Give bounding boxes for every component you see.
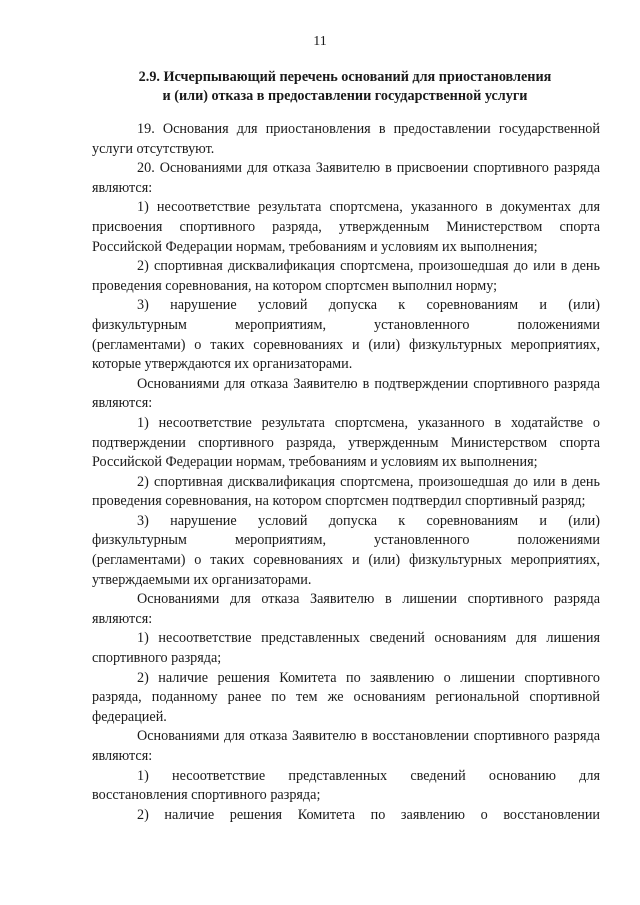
text-line: физкультурным мероприятиям, установленного положениями xyxy=(92,316,600,333)
paragraph-assign-reason-2: 2) спортивная дисквалификация спортсмена, произошедшая до или в день проведения соревнования, на котором спортсмен выполнил норму; xyxy=(92,258,600,294)
document-body xyxy=(92,120,600,825)
paragraph-restore-reason-1: 1) несоответствие представленных сведений основанию для восстановления спортивного разряда; xyxy=(92,767,600,804)
paragraph-confirm-reason-2: 2) спортивная дисквалификация спортсмена, произошедшая до или в день проведения соревнования, на котором спортсмен подтвердил спортивный разряд; xyxy=(92,473,600,510)
text-line: которые утверждаются их организаторами. xyxy=(92,356,353,373)
paragraph-confirm-reason-1: 1) несоответствие результата спортсмена, указанного в ходатайстве о подтверждении спортивного разряда, утвержденным Министерством спорта Российской Федерации нормам, требованиям и условиям их выполнения; xyxy=(92,414,600,471)
paragraph-revoke-intro: Основаниями для отказа Заявителю в лишении спортивного разряда являются: xyxy=(92,591,600,627)
paragraph-confirm-intro: Основаниями для отказа Заявителю в подтверждении спортивного разряда являются: xyxy=(92,375,600,412)
section-heading xyxy=(90,68,600,106)
paragraph-restore-reason-2: 2) наличие решения Комитета по заявлению о восстановлении xyxy=(137,806,600,823)
paragraph-restore-intro: Основаниями для отказа Заявителю в восстановлении спортивного разряда являются: xyxy=(92,728,600,764)
text-line: утверждаемыми их организаторами. xyxy=(92,571,312,588)
text-line: (регламентами) о таких соревнованиях и (или) физкультурных мероприятиях, xyxy=(92,336,600,353)
paragraph-19: 19. Основания для приостановления в предоставлении государственной услуги отсутствуют. xyxy=(92,121,600,157)
paragraph-revoke-reason-2: 2) наличие решения Комитета по заявлению о лишении спортивного разряда, поданному ранее по тем же основаниям региональной спортивной федерацией. xyxy=(92,669,600,725)
paragraph-20: 20. Основаниями для отказа Заявителю в присвоении спортивного разряда являются: xyxy=(92,160,600,196)
text-line: 3) нарушение условий допуска к соревнованиям и (или) xyxy=(137,512,600,529)
section-heading-line-2: и (или) отказа в предоставлении государственной услуги xyxy=(162,88,528,104)
text-line: 3) нарушение условий допуска к соревнованиям и (или) xyxy=(137,297,600,314)
section-heading-line-1: 2.9. Исчерпывающий перечень оснований для приостановления xyxy=(138,69,552,85)
paragraph-assign-reason-1: 1) несоответствие результата спортсмена, указанного в документах для присвоения спортивного разряда, утвержденным Министерством спорта Российской Федерации нормам, требованиям и условиям их выполнения; xyxy=(92,199,600,255)
paragraph-confirm-reason-3 xyxy=(92,512,600,590)
page-number: 11 xyxy=(313,34,327,49)
text-line: физкультурным мероприятиям, установленного положениями xyxy=(92,532,600,549)
paragraph-assign-reason-3 xyxy=(92,296,600,374)
text-line: (регламентами) о таких соревнованиях и (или) физкультурных мероприятиях, xyxy=(92,552,600,569)
paragraph-revoke-reason-1: 1) несоответствие представленных сведений основаниям для лишения спортивного разряда; xyxy=(92,630,600,667)
